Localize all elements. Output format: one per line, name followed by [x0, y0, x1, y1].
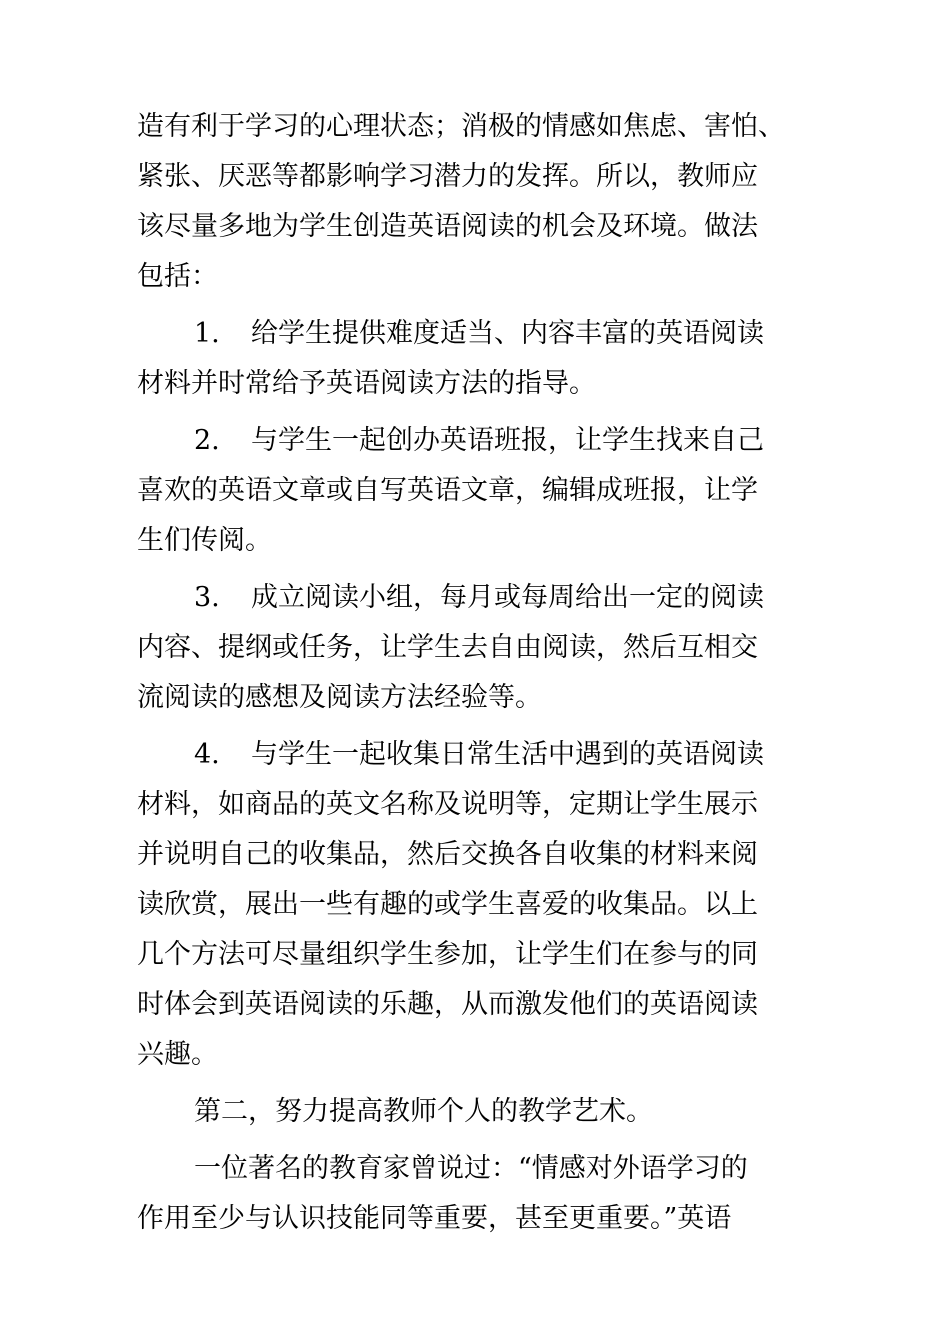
list-item: [137, 573, 827, 723]
list-number: 3.: [194, 582, 220, 613]
text-line: 生们传阅。: [137, 525, 272, 556]
list-item: [137, 309, 827, 409]
text-line: 几个方法可尽量组织学生参加，让学生们在参与的同: [137, 939, 758, 970]
text-line: 兴趣。: [137, 1039, 218, 1070]
text-line: 造有利于学习的心理状态；消极的情感如焦虑、害怕、: [137, 111, 785, 142]
text-line: 内容、提纲或任务，让学生去自由阅读，然后互相交: [137, 632, 758, 663]
text-line: 该尽量多地为学生创造英语阅读的机会及环境。做法: [137, 211, 758, 242]
list-item: [137, 730, 827, 1080]
text-line: 读欣赏，展出一些有趣的或学生喜爱的收集品。以上: [137, 889, 758, 920]
text-line: 与学生一起收集日常生活中遇到的英语阅读: [251, 739, 764, 770]
text-line: 紧张、厌恶等都影响学习潜力的发挥。所以，教师应: [137, 161, 758, 192]
text-line: 第二，努力提高教师个人的教学艺术。: [194, 1096, 653, 1127]
paragraph: [137, 1144, 827, 1244]
text-line: 作用至少与认识技能同等重要，甚至更重要。”英语: [137, 1203, 732, 1234]
text-line: 包括：: [137, 261, 218, 292]
text-line: 给学生提供难度适当、内容丰富的英语阅读: [251, 318, 764, 349]
list-number: 1.: [194, 318, 220, 349]
text-line: 一位著名的教育家曾说过：“情感对外语学习的: [194, 1153, 748, 1184]
text-line: 材料并时常给予英语阅读方法的指导。: [137, 368, 596, 399]
text-line: 流阅读的感想及阅读方法经验等。: [137, 682, 542, 713]
list-number: 4.: [194, 739, 220, 770]
list-item: [137, 416, 827, 566]
text-line: 时体会到英语阅读的乐趣，从而激发他们的英语阅读: [137, 989, 758, 1020]
text-line: 喜欢的英语文章或自写英语文章，编辑成班报，让学: [137, 475, 758, 506]
text-line: 与学生一起创办英语班报，让学生找来自己: [251, 425, 764, 456]
text-line: 成立阅读小组，每月或每周给出一定的阅读: [251, 582, 764, 613]
paragraph: [137, 102, 827, 302]
text-line: 材料，如商品的英文名称及说明等，定期让学生展示: [137, 789, 758, 820]
body-text: [137, 102, 827, 1244]
section-heading: [137, 1087, 827, 1137]
text-line: 并说明自己的收集品，然后交换各自收集的材料来阅: [137, 839, 758, 870]
list-number: 2.: [194, 425, 220, 456]
